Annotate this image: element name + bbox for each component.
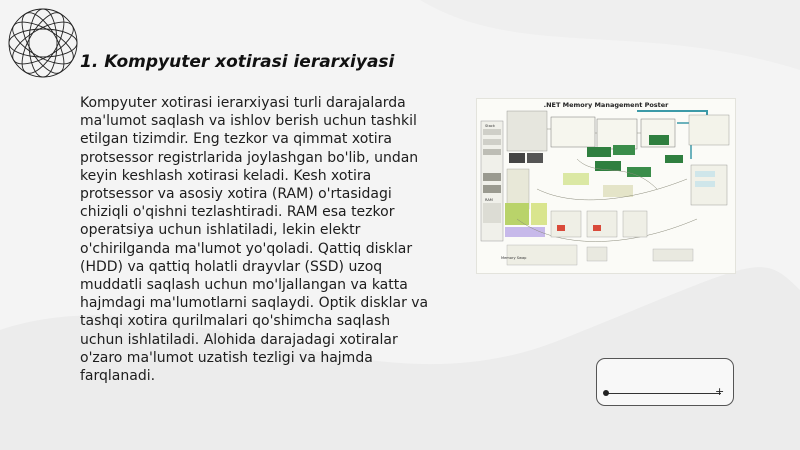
circle-pattern-logo — [4, 4, 82, 82]
plus-icon[interactable]: + — [715, 385, 725, 398]
media-control-box[interactable] — [596, 358, 734, 406]
slide-title: 1. Kompyuter xotirasi ierarxiyasi — [80, 52, 395, 72]
media-slider-knob[interactable] — [603, 390, 609, 396]
poster-title: .NET Memory Management Poster — [543, 101, 669, 109]
memory-poster-image — [476, 98, 736, 274]
media-slider-track[interactable] — [605, 393, 721, 394]
poster-label-memory-swap: Memory Swap — [501, 256, 527, 260]
poster-diagram — [477, 99, 735, 273]
slide-body-text: Kompyuter xotirasi ierarxiyasi turli darajalarda ma'lumot saqlash va ishlov berish uchun tashkil etilgan tizimdir. Eng tezkor va qimmat xotira protsessor registrlarida joylashgan bo'lib, undan keyin keshlash xotirasi keladi. Kesh xotira protsessor va asosiy xotira (RAM) o'rtasidagi chiziqli o'qishni tezlashtiradi. RAM esa tezkor operatsiya uchun ishlatiladi, lekin elektr o'chirilganda ma'lumot yo'qoladi. Qattiq disklar (HDD) va qattiq holatli drayvlar (SSD) uzoq muddatli saqlash uchun mo'ljallangan va katta hajmdagi ma'lumotlarni saqlaydi. Optik disklar va tashqi xotira qurilmalari qo'shimcha saqlash uchun ishlatiladi. Alohida darajadagi xotiralar o'zaro ma'lumot uzatish tezligi va hajmda farqlanadi. — [80, 95, 429, 385]
poster-label-stack: Stack — [485, 124, 495, 128]
poster-label-ram: RAM — [485, 198, 493, 202]
